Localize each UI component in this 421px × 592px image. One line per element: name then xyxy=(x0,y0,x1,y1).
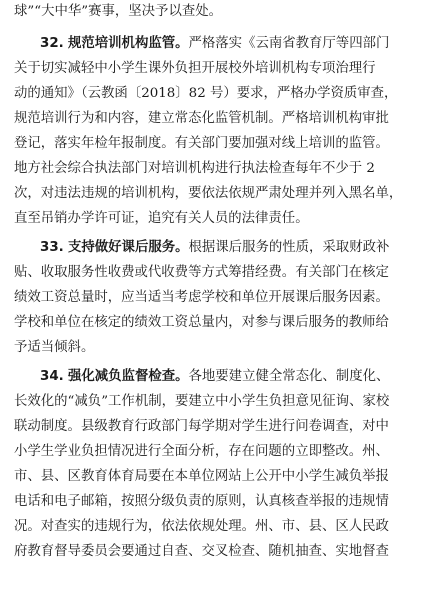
text-line-22: 府教育督导委员会要通过自查、交叉检查、随机抽查、实地督查 xyxy=(14,544,389,559)
section-body-33: 根据课后服务的性质，采取财政补 xyxy=(188,240,390,255)
section-body-34: 各地要建立健全常态化、制度化、 xyxy=(188,369,390,384)
section-34-first-line xyxy=(40,365,411,389)
text-line-16: 长效化的“减负”工作机制，要建立中小学生负担意见征询、家校 xyxy=(14,394,390,409)
text-line-13: 学校和单位在核定的绩效工资总量内，对参与课后服务的教师给 xyxy=(14,315,389,330)
section-title-34: 强化减负监督检查。 xyxy=(68,369,189,384)
section-title-32: 规范培训机构监管。 xyxy=(68,36,189,51)
text-line-8: 次，对违法违规的培训机构，要依法依规严肃处理并列入黑名单， xyxy=(14,186,403,201)
section-body-32: 严格落实《云南省教育厅等四部门 xyxy=(188,36,390,51)
text-line-7: 地方社会综合执法部门对培训机构进行执法检查每年不少于 2 xyxy=(14,161,375,176)
text-line-11: 贴、收取服务性收费或代收费等方式筹措经费。有关部门在核定 xyxy=(14,265,389,280)
text-line-4: 动的通知》（云教函〔2018〕82 号）要求，严格办学资质审查， xyxy=(14,86,398,101)
text-line-6: 登记，落实年检年报制度。有关部门要加强对线上培训的监管。 xyxy=(14,136,389,151)
section-title-33: 支持做好课后服务。 xyxy=(68,240,189,255)
text-line-12: 绩效工资总量时，应当适当考虑学校和单位开展课后服务因素。 xyxy=(14,290,389,305)
text-line-18: 小学生学业负担情况进行全面分析，存在问题的立即整改。州、 xyxy=(14,444,389,459)
text-line-17: 联动制度。县级教育行政部门每学期对学生进行问卷调查，对中 xyxy=(14,419,389,434)
text-line-3: 关于切实减轻中小学生课外负担开展校外培训机构专项治理行 xyxy=(14,61,376,76)
section-number-32: 32. xyxy=(40,36,64,51)
section-33-first-line xyxy=(40,236,411,260)
text-line-14: 予适当倾斜。 xyxy=(14,340,95,355)
section-number-33: 33. xyxy=(40,240,64,255)
text-line-19: 市、县、区教育体育局要在本单位网站上公开中小学生减负举报 xyxy=(14,469,389,484)
text-line-9: 直至吊销办学许可证，追究有关人员的法律责任。 xyxy=(14,211,309,226)
text-line-1: 球”“大中华”赛事，坚决予以查处。 xyxy=(14,4,223,19)
text-line-20: 电话和电子邮箱，按照分级负责的原则，认真核查举报的违规情 xyxy=(14,494,389,509)
text-line-21: 况。对查实的违规行为，依法依规处理。州、市、县、区人民政 xyxy=(14,519,389,534)
section-32-first-line xyxy=(40,32,411,56)
section-number-34: 34. xyxy=(40,369,64,384)
text-line-5: 规范培训行为和内容，建立常态化监管机制。严格培训机构审批 xyxy=(14,111,389,126)
